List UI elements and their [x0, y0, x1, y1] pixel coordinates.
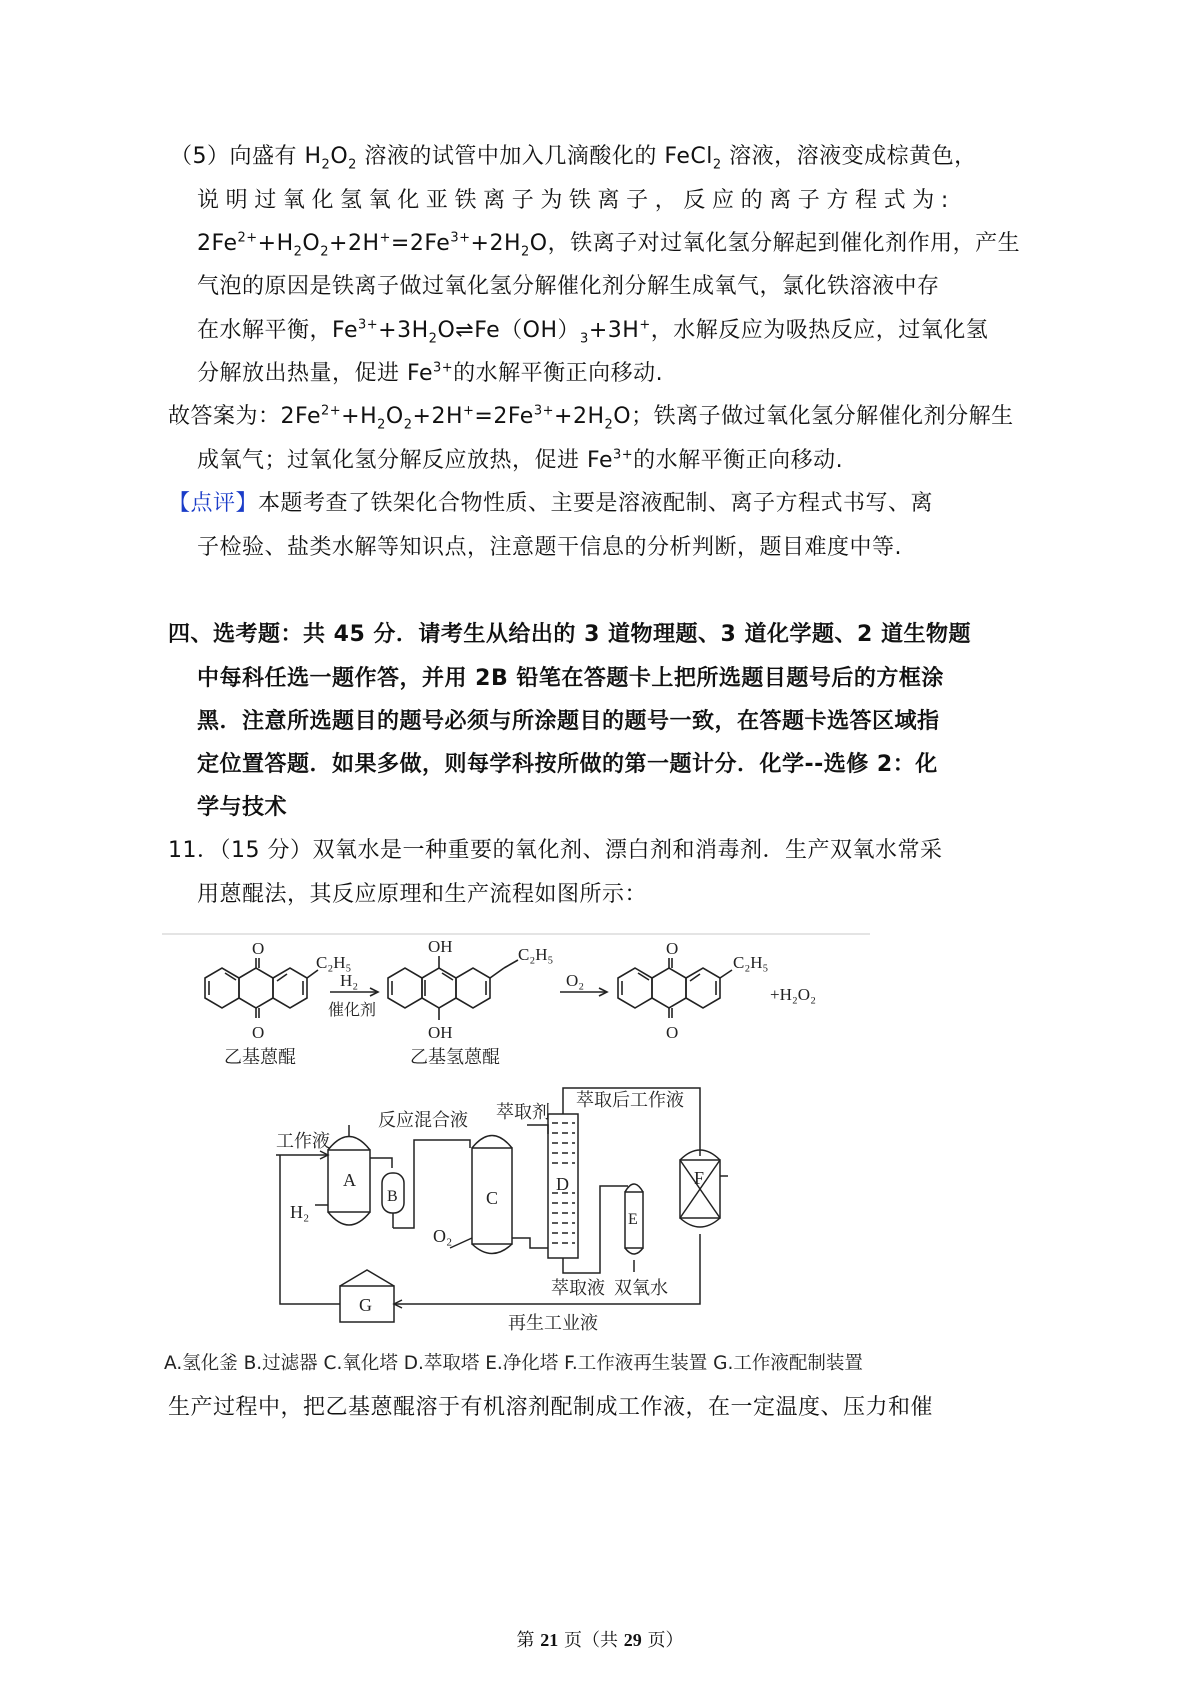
last-line: 生产过程中，把乙基蒽醌溶于有机溶剂配制成工作液，在一定温度、压力和催: [168, 1395, 934, 1420]
label-regen-liquid: 再生工业液: [508, 1313, 598, 1334]
p5-line-2-char: 铁: [568, 188, 592, 213]
q11-line-2: 用蒽醌法，其反应原理和生产流程如图所示：: [197, 882, 648, 907]
label-d: D: [556, 1174, 569, 1194]
answer-line-2: 成氧气；过氧化氢分解反应放热，促进 $Fe^{3+}$的水解平衡正向移动.: [197, 447, 844, 473]
arrow2-o2: O₂: [566, 971, 585, 990]
label-after-extract: 萃取后工作液: [576, 1090, 684, 1111]
label-b: B: [387, 1188, 398, 1205]
mol3-ethyl: C₂H₅: [733, 953, 769, 972]
p5-line-2-char: 应: [711, 188, 735, 213]
p5-line-2: [197, 186, 949, 216]
mol1-bottom-o: O: [252, 1023, 265, 1042]
arrow1-h2: H₂: [340, 971, 359, 990]
arrow1-catalyst: 催化剂: [328, 1000, 377, 1019]
p5-line-2-char: 为: [540, 188, 563, 213]
mol3-bottom-o: O: [666, 1023, 679, 1042]
p5-line-2-char: 离: [769, 188, 792, 213]
answer-line-1: 故答案为：$2Fe^{2+}+H_2O_2+2H^+=2Fe^{3+}+2H_2O$；铁离子做过氧化氢分解催化剂分解生: [168, 403, 1014, 433]
ethyl-anthraquinone-structure: [205, 958, 318, 1018]
label-mixed-liquid: 反应混合液: [378, 1110, 468, 1131]
p5-line-2-char: 式: [883, 188, 907, 213]
label-g: G: [359, 1295, 372, 1315]
product-h2o2: +H₂O₂: [770, 985, 816, 1004]
ethyl-anthrahydroquinone-structure: [388, 956, 518, 1020]
mol1-top-o: O: [252, 939, 265, 958]
label-o2: O₂: [433, 1226, 453, 1246]
legend-line: A.氢化釜 B.过滤器 C.氧化塔 D.萃取塔 E.净化塔 F.工作液再生装置 G.工作液配制装置: [164, 1353, 863, 1374]
p5-line-3: $2Fe^{2+}+H_2O_2+2H^+=2Fe^{3+}+2H_2O$，铁离子对过氧化氢分解起到催化剂作用，产生: [197, 230, 1021, 260]
label-h2o2: 双氧水: [614, 1278, 668, 1299]
vessel-a-top: [328, 1137, 370, 1151]
p5-line-2-char: 离: [597, 188, 621, 213]
page-footer: 第 21 页（共 29 页）: [516, 1630, 684, 1651]
section4-line-4: 定位置答题．如果多做，则每学科按所做的第一题计分．化学--选修 2：化: [197, 752, 938, 777]
label-f: F: [694, 1168, 705, 1188]
p5-line-2-char: 化: [311, 188, 334, 213]
p5-line-2-char: 方: [826, 188, 849, 213]
label-a: A: [343, 1170, 356, 1190]
label-extract-liquid: 萃取液: [551, 1278, 605, 1299]
label-h2: H₂: [290, 1202, 310, 1222]
p5-line-4: 气泡的原因是铁离子做过氧化氢分解催化剂分解生成氧气，氯化铁溶液中存: [197, 274, 940, 299]
p5-line-2-char: 反: [683, 188, 706, 213]
p5-line-2-char: 的: [740, 188, 764, 213]
p5-line-2-char: 氧: [368, 188, 392, 213]
q11-line-1: 11．（15 分）双氧水是一种重要的氧化剂、漂白剂和消毒剂．生产双氧水常采: [168, 838, 943, 863]
label-c: C: [486, 1188, 499, 1208]
p5-line-2-char: 子: [511, 188, 535, 213]
comment-tag: 【点评】: [168, 491, 259, 516]
p5-line-2-char: 说: [197, 188, 220, 213]
p5-line-2-char: :: [940, 188, 949, 213]
mol2-bottom-oh: OH: [428, 1023, 453, 1042]
p5-line-2-char: 亚: [425, 188, 449, 213]
mol3-top-o: O: [666, 939, 679, 958]
p5-line-2-char: 氧: [282, 188, 306, 213]
mol2-ethyl: C₂H₅: [518, 945, 554, 964]
p5-line-2-char: 子: [626, 188, 649, 213]
p5-line-2-char: 程: [855, 188, 878, 213]
section4-line-1: 四、选考题：共 45 分．请考生从给出的 3 道物理题、3 道化学题、2 道生物题: [168, 622, 971, 647]
p5-line-5: 在水解平衡，$Fe^{3+}+3H_2O\rightleftharpoons Fe(OH)_3+3H^+$，水解反应为吸热反应，过氧化氢: [197, 317, 989, 347]
section4-line-2: 中每科任选一题作答，并用 2B 铅笔在答题卡上把所选题目题号后的方框涂: [197, 666, 944, 691]
mol1-name: 乙基蒽醌: [224, 1047, 296, 1068]
label-working-liquid: 工作液: [276, 1131, 330, 1152]
comment-line-2: 子检验、盐类水解等知识点，注意题干信息的分析判断，题目难度中等.: [197, 535, 902, 560]
section4-line-5: 学与技术: [197, 795, 288, 820]
p5-line-2-char: 氢: [340, 188, 363, 213]
p5-line-2-char: 化: [397, 188, 420, 213]
p5-line-2-char: 过: [254, 188, 277, 213]
label-extractant: 萃取剂: [496, 1102, 550, 1123]
label-e: E: [628, 1211, 638, 1228]
ethyl-anthraquinone-product-structure: [618, 958, 732, 1018]
p5-line-6: 分解放出热量，促进 $Fe^{3+}$的水解平衡正向移动.: [197, 360, 664, 386]
mol2-name: 乙基氢蒽醌: [410, 1047, 500, 1068]
comment-line-1: 【点评】本题考查了铁架化合物性质、主要是溶液配制、离子方程式书写、离: [168, 491, 934, 516]
p5-line-2-char: 铁: [454, 188, 477, 213]
section4-line-3: 黑．注意所选题目的题号必须与所涂题目的题号一致，在答题卡选答区域指: [197, 709, 940, 734]
p5-line-1: （5）向盛有 $H_2O_2$ 溶液的试管中加入几滴酸化的 FeCl$_2$ 溶液，溶液变成棕黄色，: [170, 144, 977, 173]
mol2-top-oh: OH: [428, 937, 453, 956]
reaction-flow-figure: [0, 918, 1200, 1388]
p5-line-2-char: ，: [654, 188, 678, 213]
mol1-ethyl: C₂H₅: [316, 953, 352, 972]
p5-line-2-char: 子: [797, 188, 821, 213]
p5-line-2-char: 离: [483, 188, 506, 213]
p5-line-2-char: 为: [912, 188, 935, 213]
p5-line-2-char: 明: [225, 188, 249, 213]
